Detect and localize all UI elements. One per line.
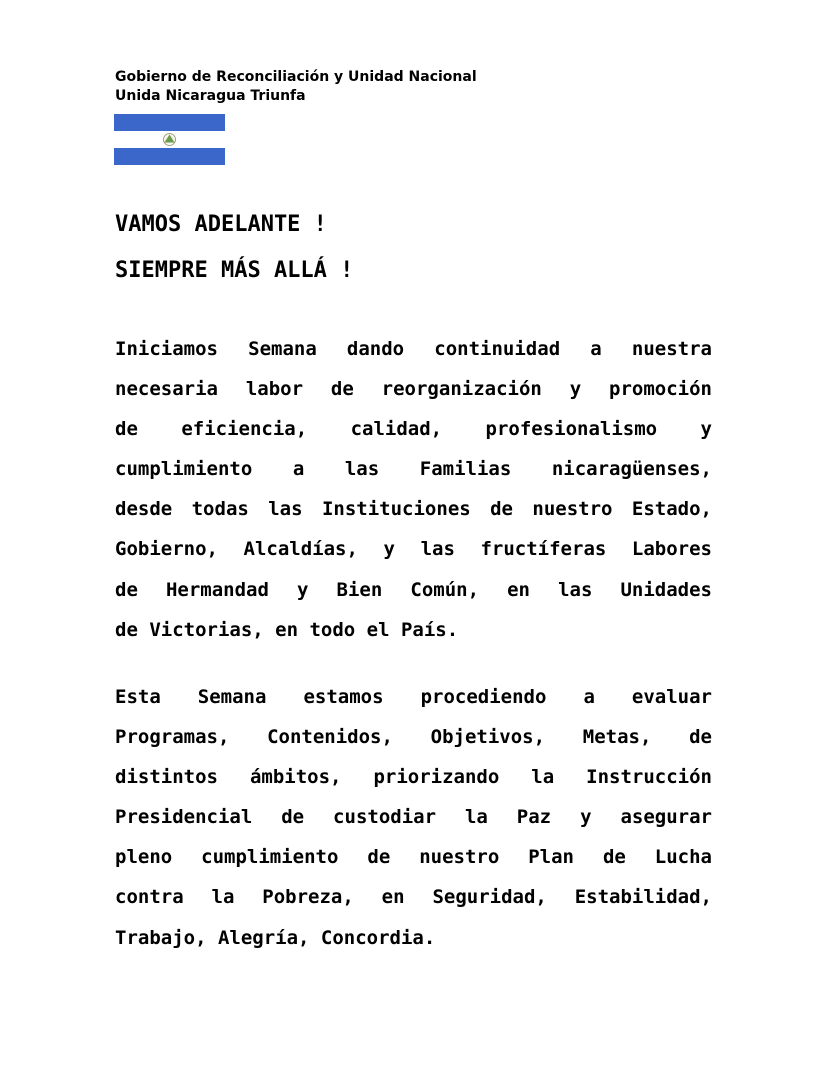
slogan-1: VAMOS ADELANTE !	[115, 212, 327, 237]
paragraph-line: de Victorias, en todo el País.	[115, 618, 459, 641]
organization-name: Gobierno de Reconciliación y Unidad Nacional	[115, 69, 477, 85]
slogan-2: SIEMPRE MÁS ALLÁ !	[115, 258, 354, 283]
paragraph-line: Presidencial de custodiar la Paz y asegurar	[115, 806, 712, 829]
paragraph-line: cumplimiento a las Familias nicaragüenses,	[115, 458, 712, 481]
paragraph-line: de Hermandad y Bien Común, en las Unidades	[115, 578, 712, 601]
paragraph-1	[115, 329, 712, 650]
paragraph-line: Iniciamos Semana dando continuidad a nuestra	[115, 338, 712, 360]
paragraph-line: pleno cumplimiento de nuestro Plan de Lucha	[115, 846, 712, 869]
paragraph-line: necesaria labor de reorganización y promoción	[115, 378, 712, 401]
flag-graphic	[114, 114, 225, 165]
slogans	[115, 202, 353, 294]
organization-header	[115, 68, 477, 106]
paragraph-line: de eficiencia, calidad, profesionalismo y	[115, 418, 712, 441]
paragraph-2	[115, 677, 712, 958]
paragraph-line: distintos ámbitos, priorizando la Instrucción	[115, 766, 712, 789]
flag-top-stripe	[114, 114, 225, 131]
paragraph-line: Gobierno, Alcaldías, y las fructíferas Labores	[115, 538, 712, 561]
paragraph-line: contra la Pobreza, en Seguridad, Estabilidad,	[115, 886, 712, 909]
nicaragua-flag-icon	[114, 114, 225, 165]
paragraph-line: Programas, Contenidos, Objetivos, Metas, de	[115, 726, 712, 749]
paragraph-line: Esta Semana estamos procediendo a evaluar	[115, 686, 712, 708]
paragraph-line: desde todas las Instituciones de nuestro Estado,	[115, 498, 712, 521]
paragraph-line: Trabajo, Alegría, Concordia.	[115, 926, 436, 949]
organization-motto: Unida Nicaragua Triunfa	[115, 88, 306, 104]
flag-bottom-stripe	[114, 148, 225, 165]
